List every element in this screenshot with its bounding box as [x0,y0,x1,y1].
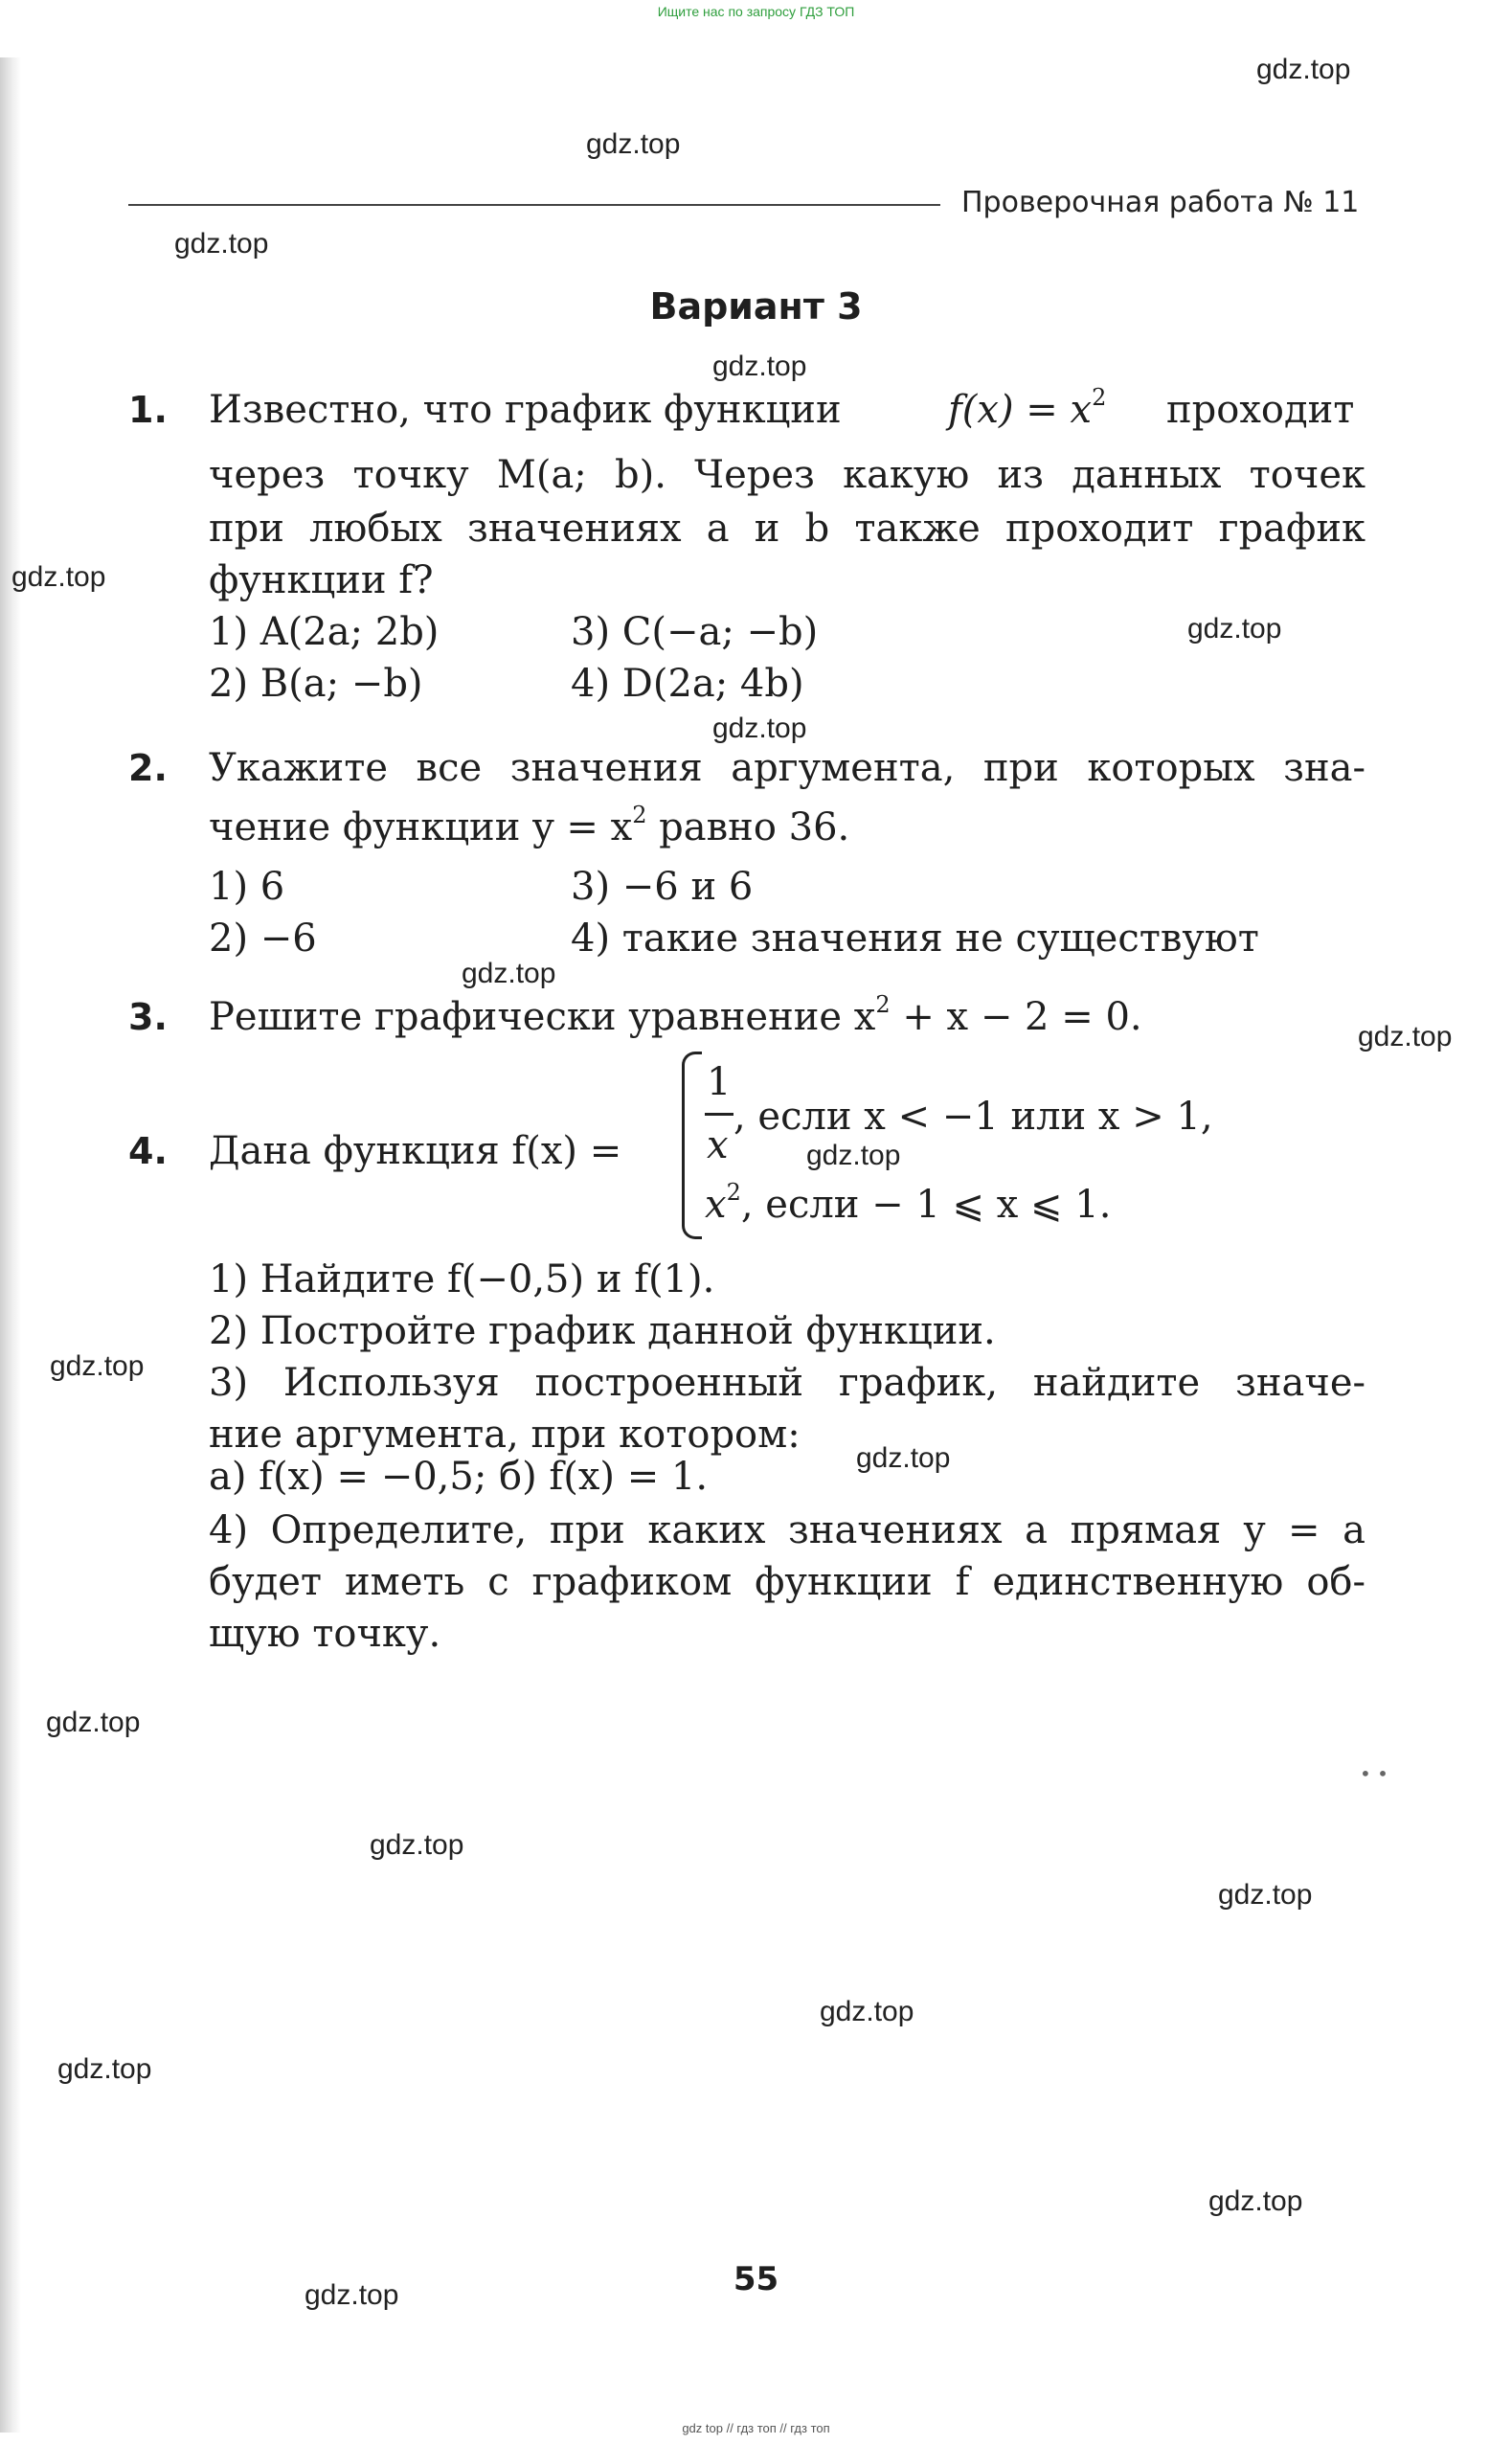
q2-number: 2. [128,747,168,789]
watermark: gdz.top [712,351,807,382]
watermark: gdz.top [1256,54,1351,85]
q1-line1-text: Известно, что график функции [209,388,842,432]
q4-item-4-line2: будет иметь с графиком функции f единственную об- [209,1560,1365,1604]
watermark: gdz.top [586,128,681,160]
watermark: gdz.top [370,1829,464,1861]
q4-frac-numerator: 1 [707,1060,732,1104]
q2-option-2: 2) −6 [209,916,317,961]
piecewise-brace [682,1052,702,1239]
watermark: gdz.top [1358,1021,1453,1052]
watermark: gdz.top [820,1996,914,2027]
variant-title: Вариант 3 [649,285,863,328]
q4-case2: $x^2$, если − 1 ⩽ x ⩽ 1. [705,1179,1112,1227]
q4-item-3-line1: 3) Используя построенный график, найдите значе- [209,1361,1365,1405]
q3-text: Решите графически уравнение $x^2 + x - 2 = 0$. [209,991,1142,1039]
q4-item-3-line2: ние аргумента, при котором: [209,1413,801,1457]
q4-item-4-line1: 4) Определите, при каких значениях a прямая y = a [209,1508,1365,1552]
q1-number: 1. [128,389,168,431]
q2-line1: Укажите все значения аргумента, при которых зна- [209,746,1365,790]
q2-option-3: 3) −6 и 6 [571,865,754,909]
q2-option-1: 1) 6 [209,865,285,909]
fraction-bar [705,1113,733,1116]
q1-line2: через точку M(a; b). Через какую из данных точек [209,453,1365,497]
watermark: gdz.top [46,1707,141,1738]
header-title: Проверочная работа № 11 [961,186,1360,219]
q1-option-1: 1) A(2a; 2b) [209,610,440,654]
watermark: gdz.top [1218,1879,1313,1911]
watermark: gdz.top [1208,2185,1303,2217]
watermark: gdz.top [856,1442,951,1474]
page-number: 55 [733,2260,779,2298]
q4-item-2: 2) Постройте график данной функции. [209,1309,996,1353]
q1-option-2: 2) B(a; −b) [209,662,423,706]
q1-option-4: 4) D(2a; 4b) [571,662,804,706]
q2-option-4: 4) такие значения не существуют [571,916,1259,961]
watermark: gdz.top [50,1350,145,1382]
q4-case1: , если x < −1 или x > 1, [733,1095,1213,1139]
scan-specks: • • [1360,1762,1388,1785]
q1-line1-end: проходит [1166,388,1355,432]
watermark: gdz.top [712,713,807,744]
header-rule [128,204,940,206]
q1-line3: при любых значениях a и b также проходит график [209,507,1365,551]
q2-line2: чение функции $y = x^2$ равно 36. [209,802,850,849]
q1-option-3: 3) C(−a; −b) [571,610,819,654]
scan-shadow [0,57,21,2433]
q3-number: 3. [128,996,168,1038]
q4-item-4-line3: щую точку. [209,1612,441,1656]
q4-item-1: 1) Найдите f(−0,5) и f(1). [209,1257,715,1301]
q4-number: 4. [128,1130,168,1172]
bottom-banner[interactable]: gdz top // гдз топ // гдз топ [682,2421,830,2435]
watermark: gdz.top [305,2279,399,2311]
watermark: gdz.top [806,1140,901,1171]
q4-item-3-line3: а) f(x) = −0,5; б) f(x) = 1. [209,1455,709,1499]
watermark: gdz.top [462,958,556,989]
watermark: gdz.top [1187,613,1282,645]
q4-lead: Дана функция f(x) = [209,1129,622,1173]
watermark: gdz.top [11,561,106,593]
watermark: gdz.top [57,2053,152,2085]
q1-line1-expr: $f(x) = x^2$ [948,384,1107,432]
top-banner[interactable]: Ищите нас по запросу ГДЗ ТОП [657,4,855,19]
q4-frac-denominator: x [707,1123,729,1167]
q1-line4: функции f? [209,558,434,602]
watermark: gdz.top [174,228,269,260]
